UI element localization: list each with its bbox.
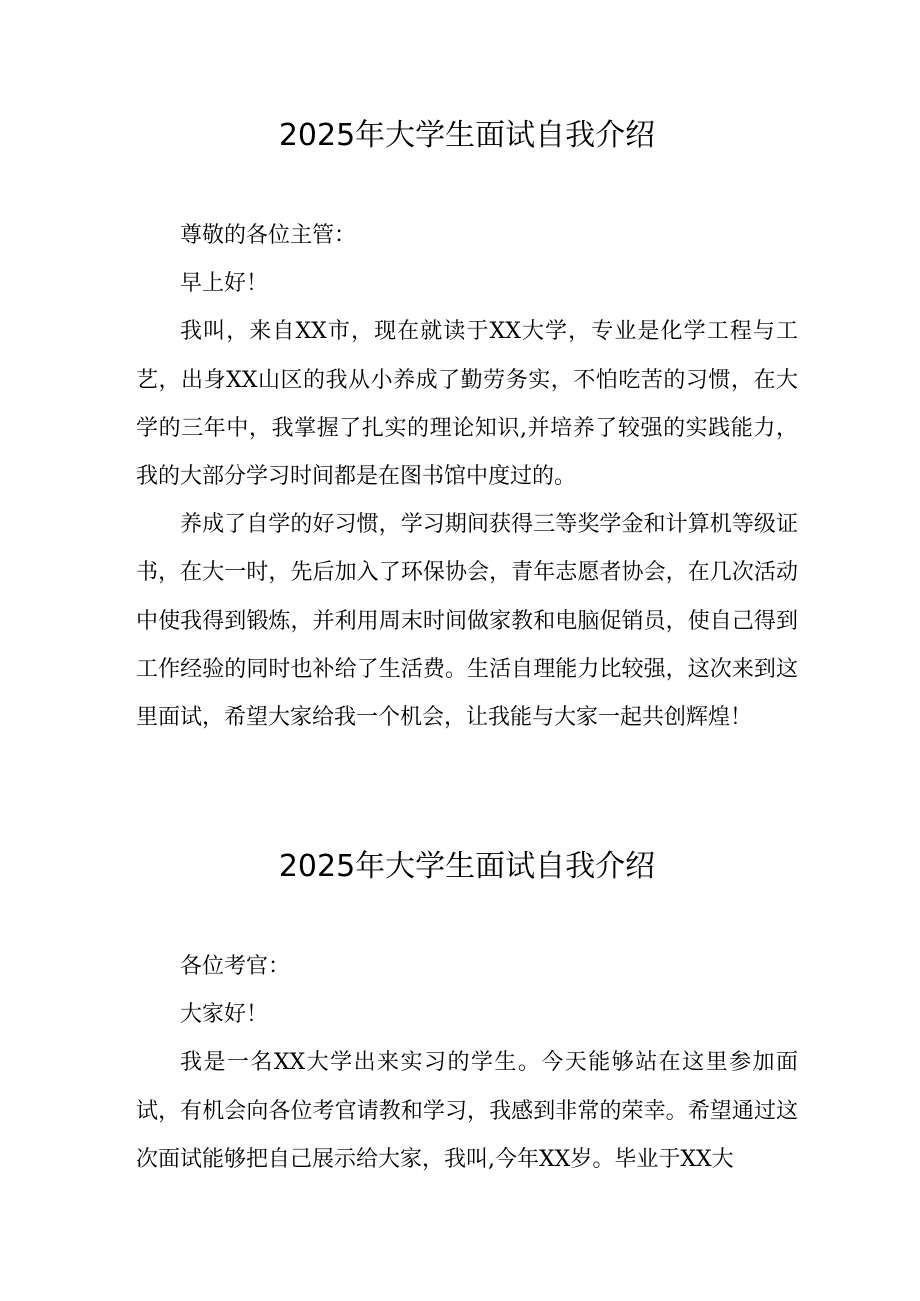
body-paragraph: 我是一名XX大学出来实习的学生。今天能够站在这里参加面试，有机会向各位考官请教和学习，我感到非常的荣幸。希望通过这次面试能够把自己展示给大家，我叫,今年XX岁。毕业于XX大 — [136, 1050, 798, 1172]
document-title: 2025年大学生面试自我介绍 — [278, 849, 656, 884]
document-body — [136, 943, 798, 1184]
salutation-paragraph: 各位考官： — [180, 954, 291, 979]
document-section-2 — [136, 843, 798, 1184]
body-paragraph: 养成了自学的好习惯，学习期间获得三等奖学金和计算机等级证书，在大一时，先后加入了环保协会，青年志愿者协会，在几次活动中使我得到锻炼，并利用周末时间做家教和电脑促销员，使自己得到工作经验的同时也补给了生活费。生活自理能力比较强，这次来到这里面试，希望大家给我一个机会，让我能与大家一起共创辉煌！ — [136, 512, 798, 731]
document-section-1 — [136, 112, 798, 742]
greeting-paragraph: 大家好！ — [180, 1002, 269, 1028]
body-paragraph: 我叫，来自XX市，现在就读于XX大学，专业是化学工程与工艺，出身XX山区的我从小养成了勤劳务实，不怕吃苦的习惯，在大学的三年中，我掌握了扎实的理论知识,并培养了较强的实践能力，我的大部分学习时间都是在图书馆中度过的。 — [136, 319, 798, 490]
document-body — [136, 212, 798, 742]
greeting-paragraph: 早上好！ — [180, 271, 269, 297]
document-title: 2025年大学生面试自我介绍 — [278, 118, 656, 153]
salutation-paragraph: 尊敬的各位主管： — [180, 223, 357, 248]
